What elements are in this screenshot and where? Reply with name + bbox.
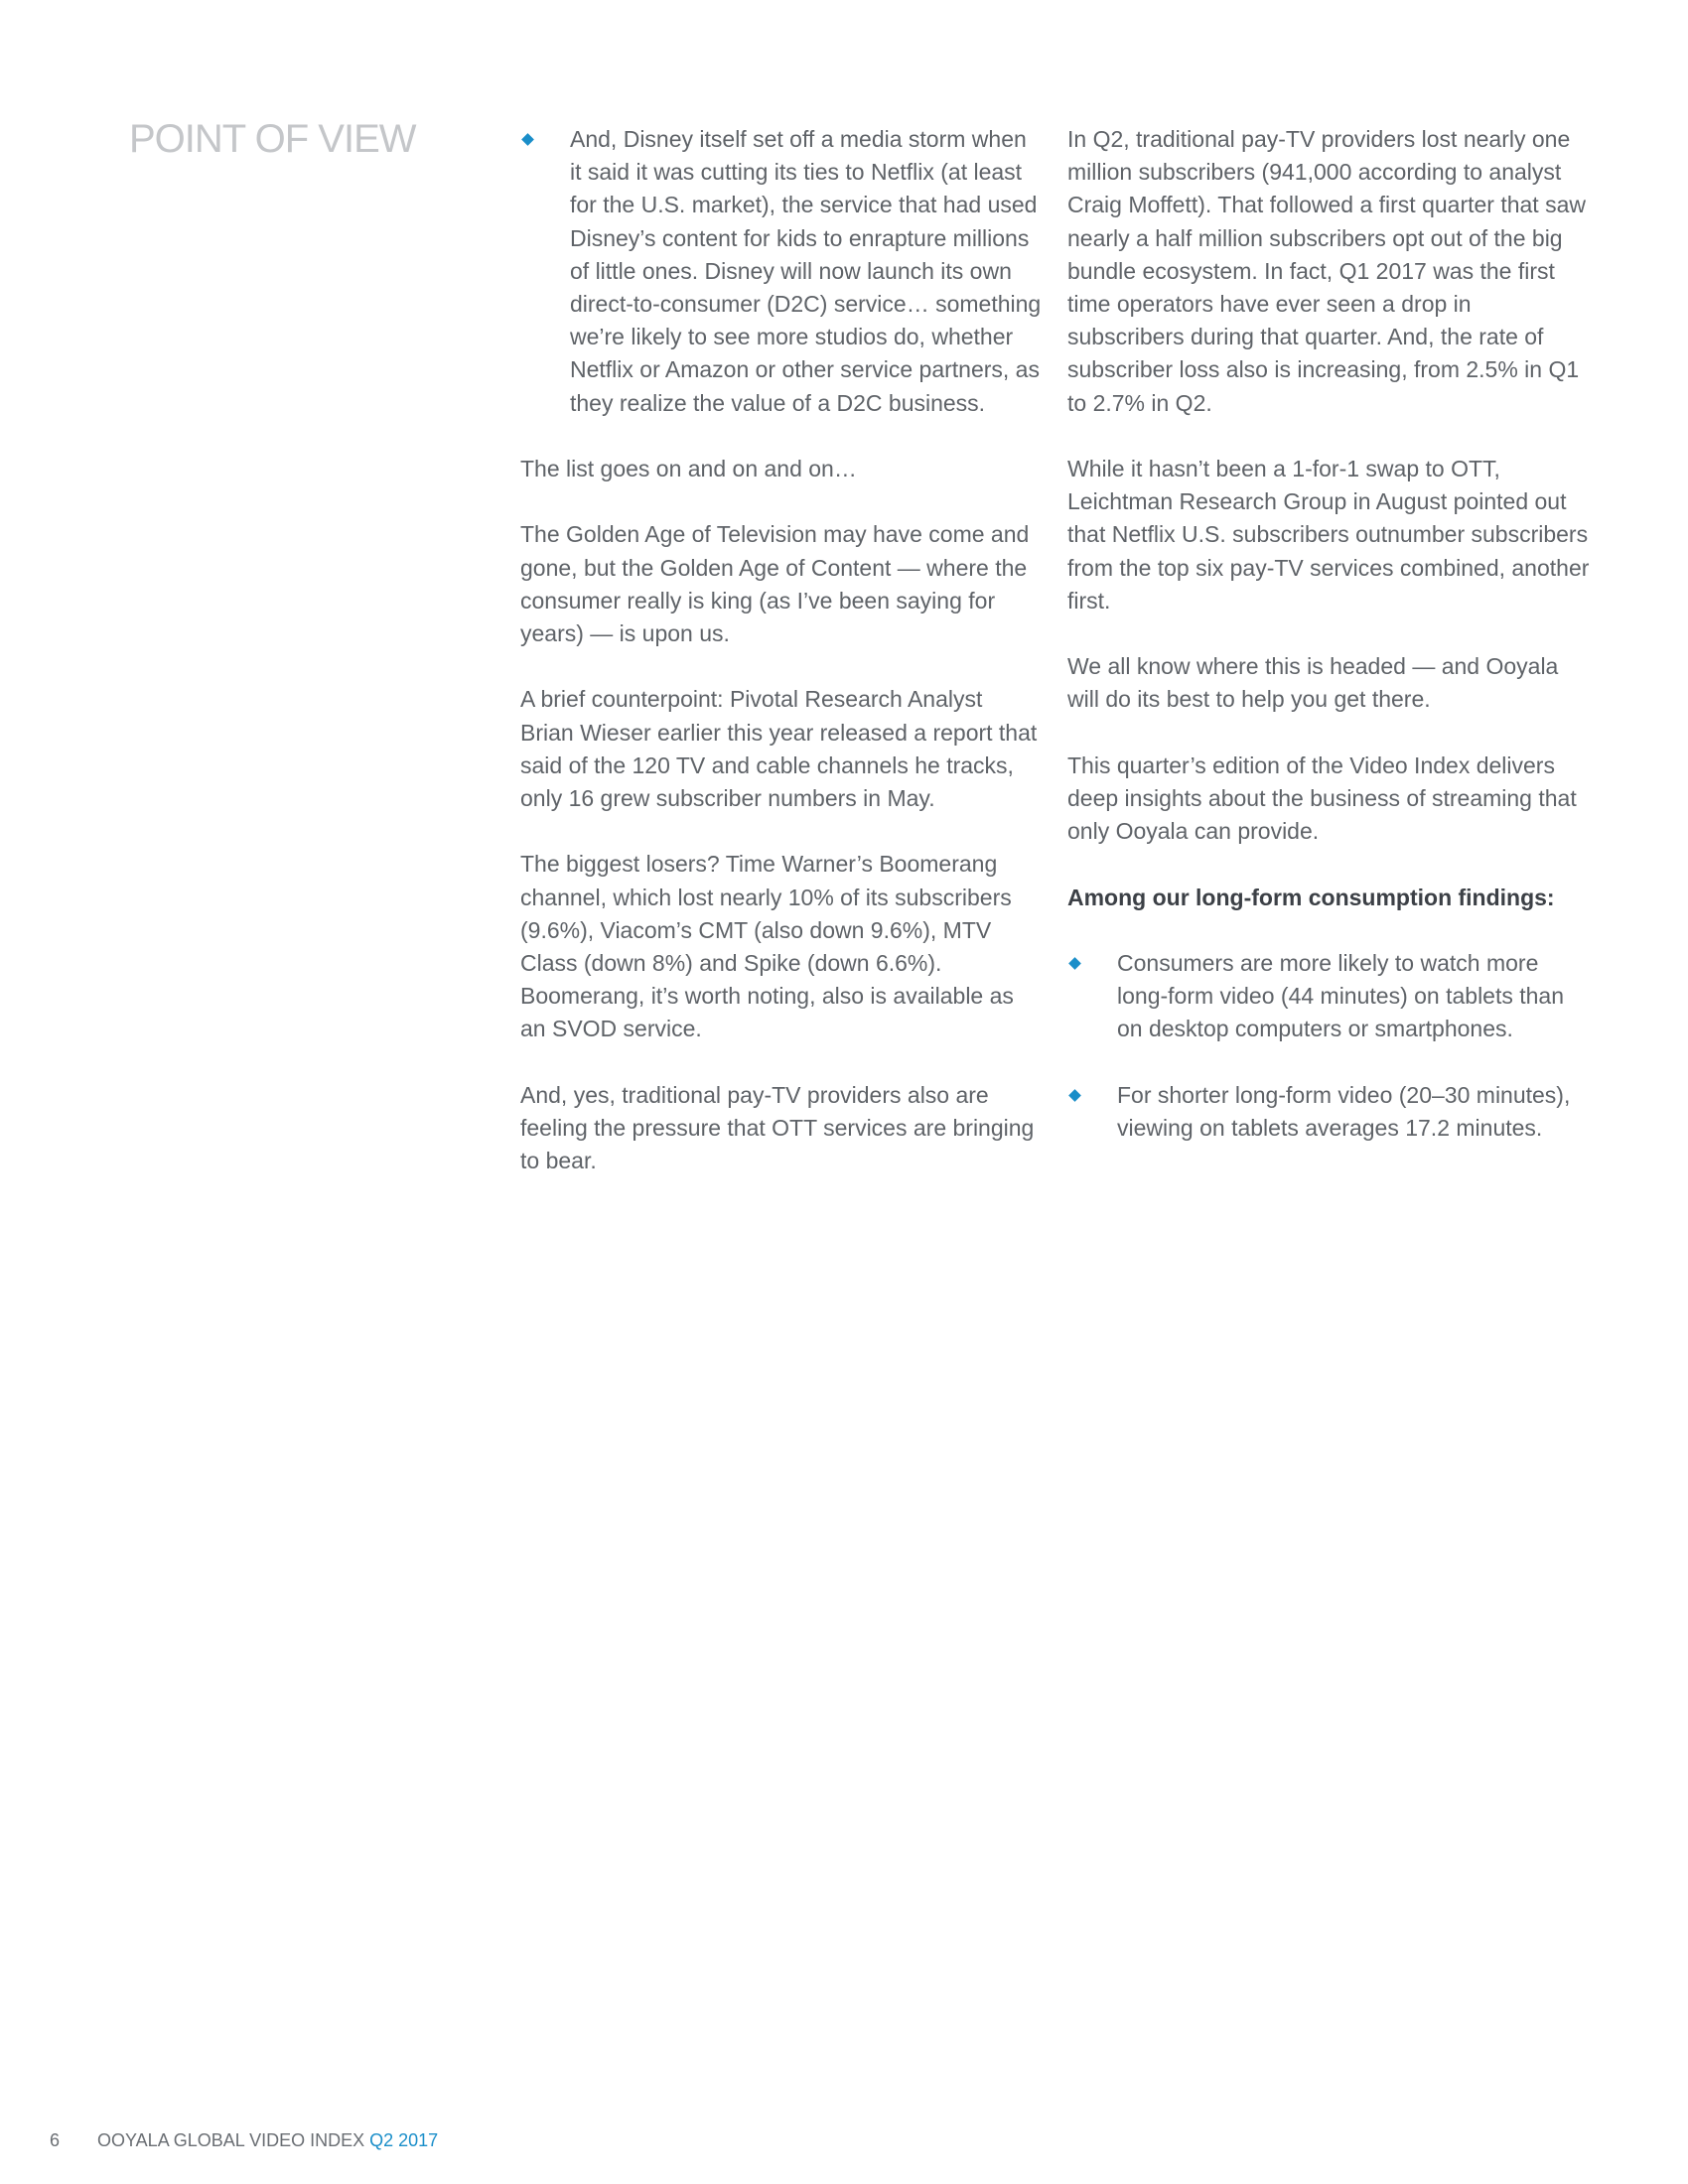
page-footer bbox=[50, 2130, 438, 2151]
publication-period: Q2 2017 bbox=[369, 2130, 439, 2150]
bullet-item bbox=[520, 123, 1042, 420]
paragraph: The biggest losers? Time Warner’s Boomerang channel, which lost nearly 10% of its subscribers (9.6%), Viacom’s CMT (also down 9.6%), MTV Class (down 8%) and Spike (down 6.6%). Boomerang, it’s worth noting, also is available as an SVOD service. bbox=[520, 851, 1014, 1042]
finding-text: For shorter long-form video (20–30 minutes), viewing on tablets averages 17.2 minutes. bbox=[1117, 1081, 1571, 1141]
paragraph: While it hasn’t been a 1-for-1 swap to OTT, Leichtman Research Group in August pointed out that Netflix U.S. subscribers outnumber subscribers from the top six pay-TV services combined, another first. bbox=[1067, 456, 1590, 614]
paragraph: And, yes, traditional pay-TV providers also are feeling the pressure that OTT services are bringing to bear. bbox=[520, 1081, 1035, 1174]
findings-heading: Among our long-form consumption findings: bbox=[1067, 884, 1555, 910]
paragraph: A brief counterpoint: Pivotal Research Analyst Brian Wieser earlier this year released a report that said of the 120 TV and cable channels he tracks, only 16 grew subscriber numbers in May. bbox=[520, 686, 1038, 812]
page-number: 6 bbox=[50, 2130, 61, 2150]
paragraph: This quarter’s edition of the Video Index delivers deep insights about the business of streaming that only Ooyala can provide. bbox=[1067, 751, 1577, 845]
diamond-bullet-icon bbox=[1068, 957, 1081, 970]
left-column bbox=[520, 123, 1042, 1211]
finding-bullet bbox=[1067, 947, 1594, 1046]
paragraph: The Golden Age of Television may have come and gone, but the Golden Age of Content — where the consumer really is king (as I’ve been saying for years) — is upon us. bbox=[520, 521, 1030, 647]
publication-name: OOYALA GLOBAL VIDEO INDEX bbox=[97, 2130, 365, 2150]
bullet-text: And, Disney itself set off a media storm when it said it was cutting its ties to Netflix (at least for the U.S. market), the service that had used Disney’s content for kids to enrapture millions of little ones. Disney will now launch its own direct-to-consumer (D2C) service… something we’re likely to see more studios do, whether Netflix or Amazon or other service partners, as they realize the value of a D2C business. bbox=[570, 126, 1042, 416]
right-column bbox=[1067, 123, 1594, 1177]
finding-bullet bbox=[1067, 1079, 1594, 1145]
section-title: POINT OF VIEW bbox=[129, 117, 416, 161]
paragraph: In Q2, traditional pay-TV providers lost nearly one million subscribers (941,000 according to analyst Craig Moffett). That followed a first quarter that saw nearly a half million subscribers opt out of the big bundle ecosystem. In fact, Q1 2017 was the first time operators have ever seen a drop in subscribers during that quarter. And, the rate of subscriber loss also is increasing, from 2.5% in Q1 to 2.7% in Q2. bbox=[1067, 126, 1586, 416]
paragraph: The list goes on and on and on… bbox=[520, 456, 857, 482]
finding-text: Consumers are more likely to watch more long-form video (44 minutes) on tablets than on desktop computers or smartphones. bbox=[1117, 950, 1565, 1042]
diamond-bullet-icon bbox=[521, 133, 534, 146]
paragraph: We all know where this is headed — and Ooyala will do its best to help you get there. bbox=[1067, 653, 1559, 713]
diamond-bullet-icon bbox=[1068, 1089, 1081, 1102]
